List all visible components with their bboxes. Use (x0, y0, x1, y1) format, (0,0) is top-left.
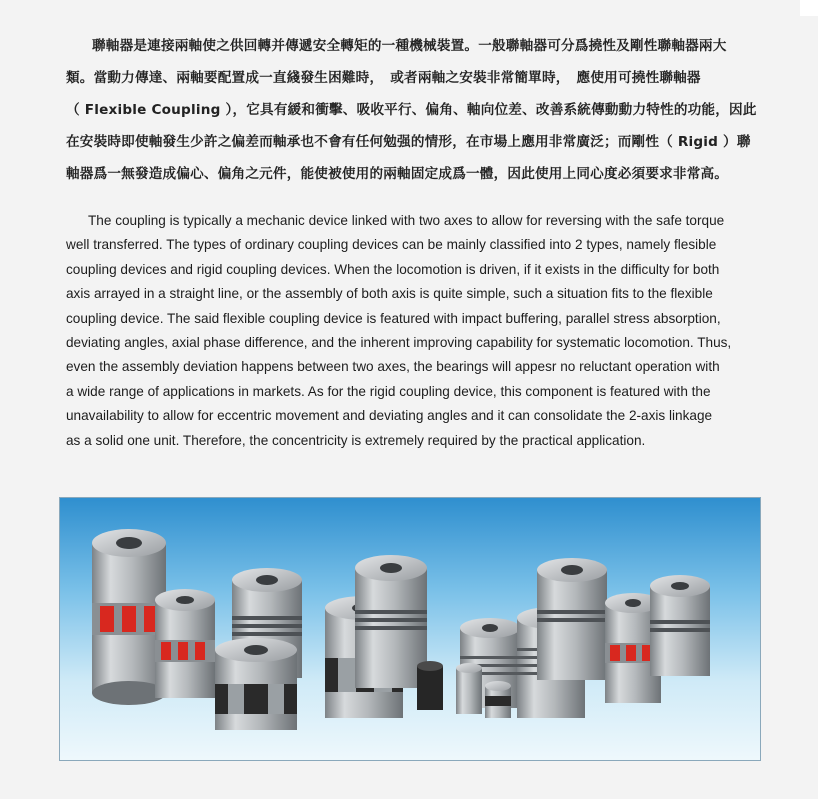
en-line: unavailability to allow for eccentric movement and deviating angles and it can consolidate the 2-axis linkage (66, 408, 713, 424)
couplings-illustration (60, 498, 760, 760)
jaw-coupling-medium (155, 589, 215, 698)
en-line: axis arrayed in a straight line, or the assembly of both axis is quite simple, such a situation fits to the flexible (66, 286, 713, 302)
jaw-coupling-large (92, 529, 166, 705)
zh-line: 軸器爲一無發造成偏心、偏角之元件，能使被使用的兩軸固定成爲一體，因此使用上同心度必須要求非常高。 (66, 166, 729, 182)
en-line: The coupling is typically a mechanic device linked with two axes to allow for reversing with the safe torque (88, 213, 725, 228)
jaw-coupling-black-insert (215, 638, 297, 730)
disc-coupling-tall (355, 555, 427, 688)
en-line: deviating angles, axial phase difference, and the inherent improving capability for systematic locomotion. Thus, (66, 335, 732, 351)
english-paragraph (66, 209, 766, 453)
small-black-coupling (417, 661, 443, 710)
en-line: as a solid one unit. Therefore, the concentricity is extremely required by the practical application. (66, 432, 646, 448)
en-line: coupling devices and rigid coupling devices. When the locomotion is driven, if it exists in the difficulty for both (66, 261, 720, 277)
en-line: even the assembly deviation happens between two axes, the bearings will appesr no reluctant operation with (66, 359, 720, 375)
zh-line: （ Flexible Coupling ），它具有緩和衝擊、吸收平行、偏角、軸向位差、改善系統傳動動力特性的功能，因此 (66, 102, 757, 118)
zh-line: 在安裝時即使軸發生少許之偏差而軸承也不會有任何勉强的情形，在市場上應用非常廣泛；而剛性（ Rigid ）聯 (66, 134, 751, 150)
tiny-coupling-1 (456, 663, 482, 714)
en-line: well transferred. The types of ordinary coupling devices can be mainly classified into 2 types, namely flesible (66, 237, 717, 253)
en-line: coupling device. The said flexible coupling device is featured with impact buffering, parallel stress absorption, (66, 310, 721, 326)
disc-coupling-right-tall (537, 558, 607, 680)
zh-line: 聯軸器是連接兩軸使之供回轉并傳遞安全轉矩的一種機械裝置。一般聯軸器可分爲撓性及剛性聯軸器兩大 (92, 38, 727, 54)
corner-white-box (800, 0, 818, 16)
disc-coupling-far-right (650, 575, 710, 676)
tiny-coupling-2 (485, 681, 511, 718)
couplings-product-photo (59, 497, 761, 761)
zh-line: 類。當動力傳達、兩軸要配置成一直綫發生困難時， 或者兩軸之安裝非常簡單時， 應使用可撓性聯軸器 (66, 70, 701, 86)
en-line: a wide range of applications in markets. As for the rigid coupling device, this component is featured with the (66, 383, 711, 399)
chinese-paragraph (66, 30, 756, 190)
